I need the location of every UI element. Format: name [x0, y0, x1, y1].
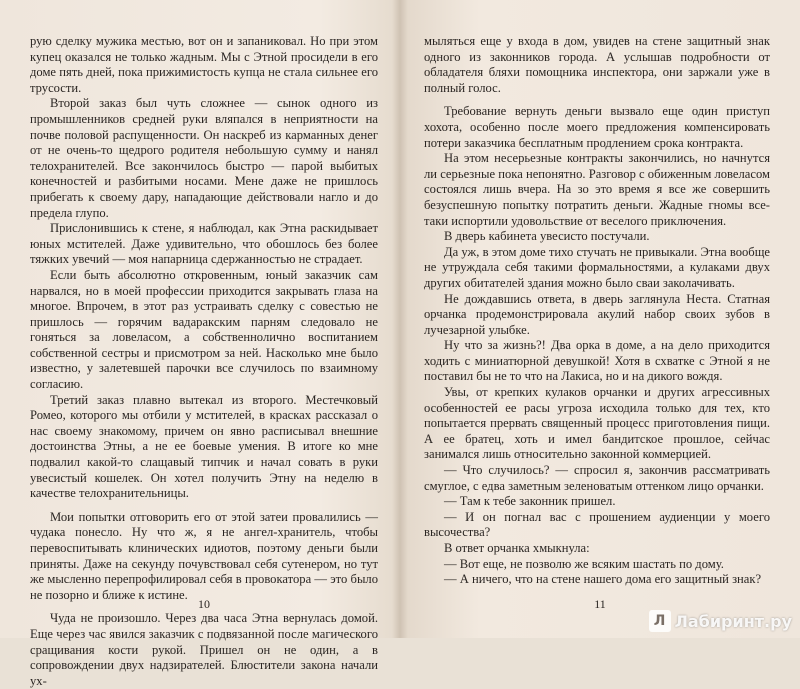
right-page-text [424, 34, 770, 588]
paragraph: Ну что за жизнь?! Два орка в доме, а на дело приходится ходить с миниатюрной девушкой! Хотя в схватке с Этной я не поставил бы не то что на Лакиса, но и на дикого вождя. [424, 338, 770, 384]
paragraph: Прислонившись к стене, я наблюдал, как Этна раскидывает юных мстителей. Даже удивительно, что обошлось без более тяжких увечий — моя напарница сдержанностью не страдает. [30, 221, 378, 267]
paragraph: — Вот еще, не позволю же всяким шастать по дому. [444, 556, 724, 571]
labirint-logo-icon: Л [649, 610, 671, 632]
paragraph: В ответ орчанка хмыкнула: [444, 541, 590, 555]
paragraph: Требование вернуть деньги вызвало еще один приступ хохота, особенно после моего предложения компенсировать потери заказчика бесплатным продлением срока контракта. [424, 104, 770, 150]
labirint-watermark [649, 610, 792, 632]
left-page-text [30, 34, 378, 689]
page-number-right: 11 [594, 597, 606, 611]
paragraph: На этом несерьезные контракты закончились, но начнутся ли серьезные пока непонятно. Разговор с обиженным ловеласом состоялся лишь вчера. На зо это время я все же совершить безуспешную попытку потратить деньги. Жадные гномы все-таки испортили удовольствие от веселого приключения. [424, 151, 770, 228]
paragraph: Если быть абсолютно откровенным, юный заказчик сам нарвался, но в моей профессии приходится закрывать глаза на многое. Впрочем, в этот раз устраивать сделку с совестью не пришлось — горячим вадаракским парням следовало не гоняться за ловеласом, а собственнолично воспитанием собственной сестры и присмотром за ней. Насколько мне было известно, у залетевшей парочки все случилось по взаимному согласию. [30, 267, 378, 392]
watermark-text: Лабиринт.ру [674, 611, 792, 631]
paragraph: рую сделку мужика местью, вот он и запаниковал. Но при этом купец оказался не только жадным. Мы с Этной просидели в его доме пять дней, пока прижимистость купца не стала сильнее его трусости. [30, 34, 378, 95]
right-page [400, 0, 800, 638]
paragraph: Второй заказ был чуть сложнее — сынок одного из промышленников средней руки вляпался в неприятности на почве половой распущенности. Он наскреб из карманных денег от не очень-то щедрого родителя небольшую сумму и нанял телохранителей. Все закончилось быстро — парой выбитых конечностей и разбитыми носами. Мене даже не пришлось прибегать к своему дару, нападающие действовали нагло и до предела глупо. [30, 96, 378, 220]
paragraph: Третий заказ плавно вытекал из второго. Местечковый Ромео, которого мы отбили у мстителей, в красках рассказал о нас своему знакомому, причем он явно расписывал внешние достоинства Этны, а не ее боевые умения. В итоге ко мне подвалил какой-то слащавый типчик и начал совать в руки увесистый кошелек. Он хотел получить Этну на неделю в качестве телохранительницы. [30, 392, 378, 501]
page-number-left: 10 [198, 597, 210, 611]
paragraph: В дверь кабинета увесисто постучали. [444, 229, 650, 244]
left-page [0, 0, 400, 688]
paragraph: — И он погнал вас с прошением аудиенции у моего высочества? [424, 509, 770, 540]
paragraph: мыляться еще у входа в дом, увидев на стене защитный знак одного из законников города. А услышав подробности от обладателя бляхи помощника инспектора, они заржали уже в полный голос. [424, 34, 770, 95]
paragraph: Да уж, в этом доме тихо стучать не привыкали. Этна вообще не утруждала себя такими формальностями, а кулаками двух других обитателей здания можно было сваи заколачивать. [424, 244, 770, 290]
paragraph: — Там к тебе законник пришел. [444, 494, 616, 509]
paragraph: Не дождавшись ответа, в дверь заглянула Неста. Статная орчанка продемонстрировала акулий набор своих зубов в лучезарной улыбке. [424, 291, 770, 337]
paragraph: Чуда не произошло. Через два часа Этна вернулась домой. Еще через час явился заказчик с подвязанной после магического сращивания кости рукой. Пришел он не один, а в сопровождении двух надзирателей. Блюстители закона начали ух- [30, 611, 378, 688]
paragraph: Увы, от крепких кулаков орчанки и других агрессивных особенностей ее расы угроза исходила только для тех, кто попытается прервать священный процесс приготовления пищи. А ее братец, хоть и имел бандитское прошлое, сейчас занимался лишь относительно законной коммерцией. [424, 385, 770, 462]
paragraph: — А ничего, что на стене нашего дома его защитный знак? [444, 572, 762, 587]
paragraph: — Что случилось? — спросил я, закончив рассматривать смуглое, с едва заметным зеленоватым оттенком лицо орчанки. [424, 463, 770, 493]
paragraph: Мои попытки отговорить его от этой затеи провалились — чудака понесло. Ну что ж, я не ангел-хранитель, чтобы перевоспитывать клинических идиотов, поэтому деньги были приняты. Даже на секунду почувствовал себя сутенером, но тут же мысленно перепрофилировал себя в провокатора — это было не позорно и ближе к истине. [30, 509, 378, 602]
